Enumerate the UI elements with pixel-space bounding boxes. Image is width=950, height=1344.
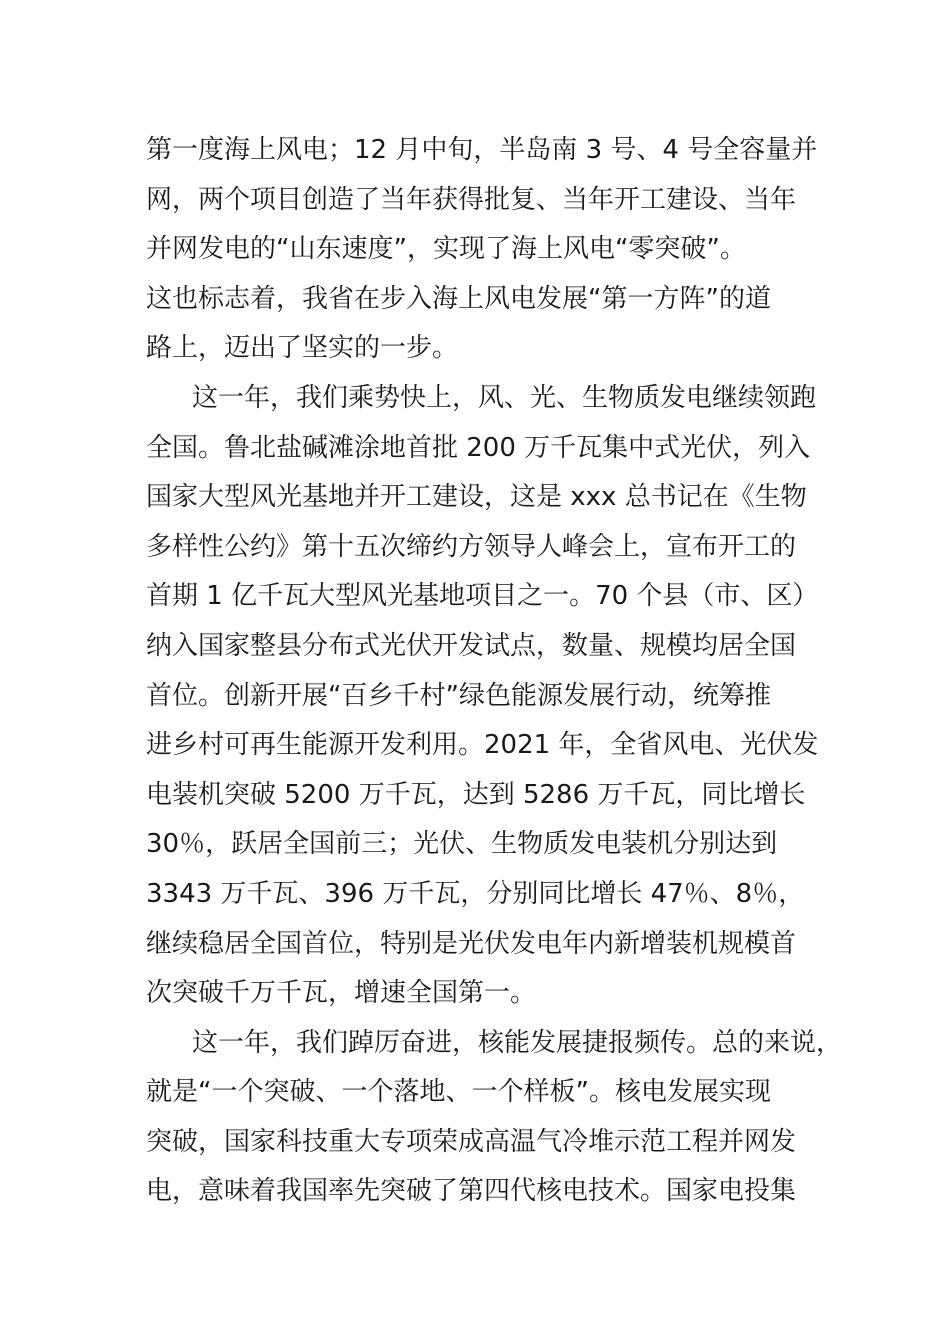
paragraph-line: 全国。鲁北盐碱滩涂地首批 200 万千瓦集中式光伏，列入 (146, 432, 811, 463)
paragraph-line: 突破，国家科技重大专项荣成高温气冷堆示范工程并网发 (146, 1126, 797, 1157)
paragraph-line: 次突破千万千瓦，增速全国第一。 (146, 978, 537, 1009)
paragraph-line: 路上，迈出了坚实的一步。 (146, 333, 459, 364)
paragraph-line: 网，两个项目创造了当年获得批复、当年开工建设、当年 (146, 184, 797, 215)
paragraph-line: 这一年，我们踔厉奋进，核能发展捷报频传。总的来说， (192, 1027, 843, 1058)
paragraph-line: 继续稳居全国首位，特别是光伏发电年内新增装机规模首 (146, 928, 797, 959)
paragraph-line: 电，意味着我国率先突破了第四代核电技术。国家电投集 (146, 1176, 797, 1207)
paragraph-1 (146, 126, 818, 374)
paragraph-line: 3343 万千瓦、396 万千瓦，分别同比增长 47％、8％， (146, 878, 805, 909)
paragraph-3 (146, 1019, 843, 1217)
paragraph-line: 这也标志着，我省在步入海上风电发展“第一方阵”的道 (146, 283, 771, 314)
paragraph-line: 电装机突破 5200 万千瓦，达到 5286 万千瓦，同比增长 (146, 779, 806, 810)
paragraph-line: 纳入国家整县分布式光伏开发试点，数量、规模均居全国 (146, 630, 797, 661)
paragraph-line: 30％，跃居全国前三；光伏、生物质发电装机分别达到 (146, 829, 778, 860)
paragraph-line: 国家大型风光基地并开工建设，这是 xxx 总书记在《生物 (146, 482, 807, 513)
paragraph-2 (146, 374, 819, 1019)
paragraph-line: 第一度海上风电；12 月中旬，半岛南 3 号、4 号全容量并 (146, 135, 818, 165)
document-body (146, 126, 843, 1217)
paragraph-line: 首位。创新开展“百乡千村”绿色能源发展行动，统筹推 (146, 680, 771, 711)
paragraph-line: 并网发电的“山东速度”，实现了海上风电“零突破”。 (146, 234, 746, 265)
paragraph-line: 进乡村可再生能源开发利用。2021 年，全省风电、光伏发 (146, 730, 819, 761)
paragraph-line: 就是“一个突破、一个落地、一个样板”。核电发展实现 (146, 1077, 771, 1108)
paragraph-line: 这一年，我们乘势快上，风、光、生物质发电继续领跑 (192, 382, 817, 413)
paragraph-line: 首期 1 亿千瓦大型风光基地项目之一。70 个县（市、区） (146, 581, 819, 612)
paragraph-line: 多样性公约》第十五次缔约方领导人峰会上，宣布开工的 (146, 531, 797, 562)
